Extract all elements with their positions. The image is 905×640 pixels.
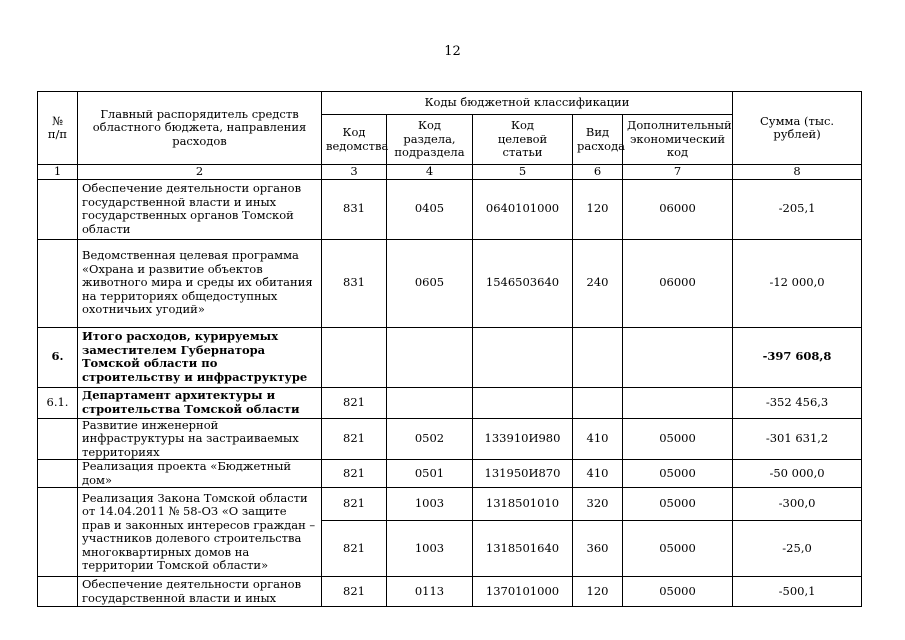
row-ved: 821 xyxy=(322,418,387,460)
row-name: Обеспечение деятельности органов государственной власти и иных государственных органов Томской области xyxy=(78,179,322,239)
row-name: Департамент архитектуры и строительства Томской области xyxy=(78,387,322,418)
row-razdel: 0501 xyxy=(387,460,473,488)
page-number: 12 xyxy=(444,44,461,59)
row-ved xyxy=(322,327,387,387)
row-ved: 821 xyxy=(322,387,387,418)
row-sum: -12 000,0 xyxy=(733,239,862,327)
row-name: Реализация проекта «Бюджетный дом» xyxy=(78,460,322,488)
row-vid xyxy=(573,387,623,418)
table-row xyxy=(38,179,862,239)
row-cel: 131950И870 xyxy=(473,460,573,488)
row-sum: -300,0 xyxy=(733,488,862,521)
row-sum: -397 608,8 xyxy=(733,327,862,387)
row-razdel: 0502 xyxy=(387,418,473,460)
table-row xyxy=(38,239,862,327)
row-sum: -352 456,3 xyxy=(733,387,862,418)
row-dop: 06000 xyxy=(623,179,733,239)
row-vid: 120 xyxy=(573,179,623,239)
row-ved: 831 xyxy=(322,179,387,239)
row-vid: 120 xyxy=(573,577,623,607)
colnum: 6 xyxy=(573,165,623,180)
row-sum: -301 631,2 xyxy=(733,418,862,460)
row-cel xyxy=(473,387,573,418)
row-cel: 133910И980 xyxy=(473,418,573,460)
header-dop: Дополнительный экономический код xyxy=(623,115,733,165)
row-dop: 05000 xyxy=(623,460,733,488)
row-sum: -205,1 xyxy=(733,179,862,239)
row-vid xyxy=(573,327,623,387)
row-cel: 1370101000 xyxy=(473,577,573,607)
row-ved: 821 xyxy=(322,521,387,577)
row-ved: 821 xyxy=(322,577,387,607)
row-cel: 1318501010 xyxy=(473,488,573,521)
colnum: 1 xyxy=(38,165,78,180)
row-razdel xyxy=(387,327,473,387)
row-vid: 360 xyxy=(573,521,623,577)
colnum: 8 xyxy=(733,165,862,180)
row-name: Обеспечение деятельности органов государственной власти и иных xyxy=(78,577,322,607)
row-dop xyxy=(623,327,733,387)
row-sum: -25,0 xyxy=(733,521,862,577)
row-num xyxy=(38,418,78,460)
row-name: Реализация Закона Томской области от 14.04.2011 № 58-ОЗ «О защите прав и законных интересов граждан – участников долевого строительства многоквартирных домов на территории Томской области» xyxy=(78,488,322,577)
column-number-row xyxy=(38,165,862,180)
row-vid: 410 xyxy=(573,418,623,460)
header-cel: Код целевой статьи xyxy=(473,115,573,165)
row-ved: 821 xyxy=(322,488,387,521)
row-razdel xyxy=(387,387,473,418)
row-razdel: 1003 xyxy=(387,521,473,577)
row-dop: 05000 xyxy=(623,418,733,460)
colnum: 5 xyxy=(473,165,573,180)
row-num xyxy=(38,488,78,577)
header-num: № п/п xyxy=(38,92,78,165)
row-razdel: 0113 xyxy=(387,577,473,607)
budget-table xyxy=(37,91,862,607)
row-ved: 821 xyxy=(322,460,387,488)
row-num xyxy=(38,460,78,488)
colnum: 7 xyxy=(623,165,733,180)
row-sum: -500,1 xyxy=(733,577,862,607)
row-dop: 05000 xyxy=(623,521,733,577)
row-cel xyxy=(473,327,573,387)
header-codes-group: Коды бюджетной классификации xyxy=(322,92,733,115)
header-row-1 xyxy=(38,92,862,115)
row-ved: 831 xyxy=(322,239,387,327)
row-name: Итого расходов, курируемых заместителем Губернатора Томской области по строительству и инфраструктуре xyxy=(78,327,322,387)
table-row xyxy=(38,327,862,387)
row-dop xyxy=(623,387,733,418)
row-name: Ведомственная целевая программа «Охрана и развитие объектов животного мира и среды их обитания на территориях общедоступных охотничьих угодий» xyxy=(78,239,322,327)
row-vid: 320 xyxy=(573,488,623,521)
row-dop: 05000 xyxy=(623,577,733,607)
row-num: 6.1. xyxy=(38,387,78,418)
row-num xyxy=(38,179,78,239)
table-row xyxy=(38,460,862,488)
row-dop: 05000 xyxy=(623,488,733,521)
header-sum: Сумма (тыс. рублей) xyxy=(733,92,862,165)
table-row xyxy=(38,488,862,521)
row-cel: 0640101000 xyxy=(473,179,573,239)
row-dop: 06000 xyxy=(623,239,733,327)
table-row xyxy=(38,387,862,418)
colnum: 3 xyxy=(322,165,387,180)
row-vid: 410 xyxy=(573,460,623,488)
row-cel: 1546503640 xyxy=(473,239,573,327)
colnum: 2 xyxy=(78,165,322,180)
row-num xyxy=(38,577,78,607)
row-cel: 1318501640 xyxy=(473,521,573,577)
row-vid: 240 xyxy=(573,239,623,327)
header-razdel: Код раздела, подраздела xyxy=(387,115,473,165)
row-razdel: 0605 xyxy=(387,239,473,327)
row-sum: -50 000,0 xyxy=(733,460,862,488)
table-row xyxy=(38,577,862,607)
row-razdel: 1003 xyxy=(387,488,473,521)
header-ved: Код ведомства xyxy=(322,115,387,165)
table-row xyxy=(38,418,862,460)
row-num xyxy=(38,239,78,327)
row-num: 6. xyxy=(38,327,78,387)
row-razdel: 0405 xyxy=(387,179,473,239)
row-name: Развитие инженерной инфраструктуры на застраиваемых территориях xyxy=(78,418,322,460)
header-main: Главный распорядитель средств областного бюджета, направления расходов xyxy=(78,92,322,165)
colnum: 4 xyxy=(387,165,473,180)
header-vid: Вид расхода xyxy=(573,115,623,165)
